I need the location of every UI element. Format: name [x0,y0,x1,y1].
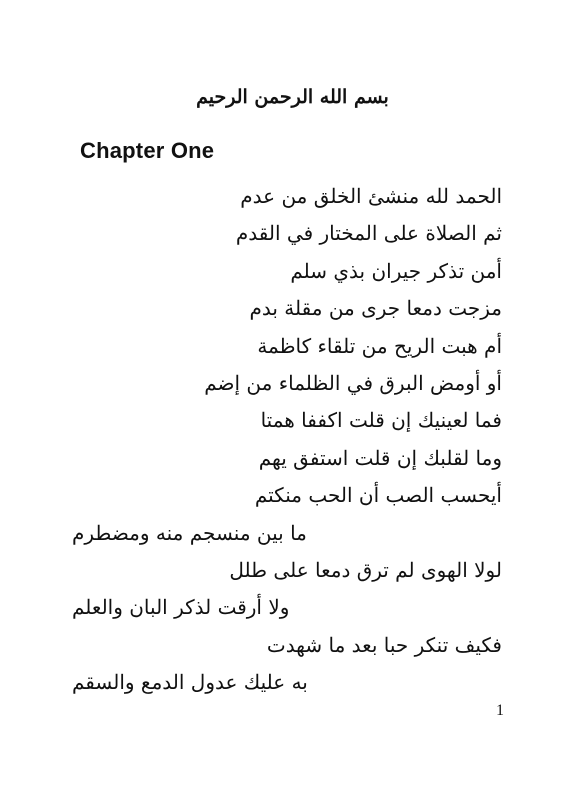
verse-line-6: أو أومض البرق في الظلماء من إضم [204,370,502,395]
verse-line-10: ما بين منسجم منه ومضطرم [72,520,307,545]
chapter-title: Chapter One [80,138,215,163]
verse-line-4: مزجت دمعا جرى من مقلة بدم [249,296,502,321]
verse-line-9: أيحسب الصب أن الحب منكتم [254,483,502,508]
verse-line-2: ثم الصلاة على المختار في القدم [235,221,502,246]
verse-line-8: وما لقلبك إن قلت استفق يهم [258,445,502,470]
verse-line-1: الحمد لله منشئ الخلق من عدم [240,184,502,208]
page-number: 1 [496,702,504,719]
verse-line-12: ولا أرقت لذكر البان والعلم [72,595,290,620]
verse-line-3: أمن تذكر جيران بذي سلم [290,258,502,283]
verse-line-5: أم هبت الريح من تلقاء كاظمة [257,333,502,358]
verse-line-7: فما لعينيك إن قلت اكففا همتا [260,408,502,433]
verse-line-13: فكيف تنكر حبا بعد ما شهدت [266,632,502,657]
basmala-heading: بسم الله الرحمن الرحيم [196,86,389,108]
verse-line-11: لولا الهوى لم ترق دمعا على طلل [229,557,502,582]
verse-line-14: به عليك عدول الدمع والسقم [72,670,308,695]
poem-verses [72,178,502,701]
